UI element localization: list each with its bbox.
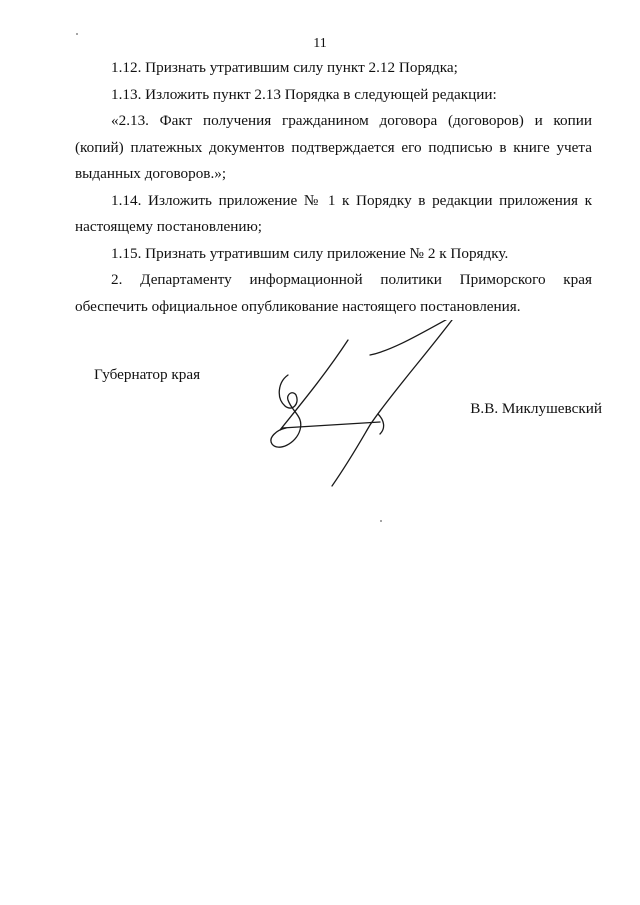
signer-name: В.В. Миклушевский <box>470 400 602 417</box>
paragraph-1-12: 1.12. Признать утратившим силу пункт 2.12 Порядка; <box>111 59 458 76</box>
scan-speck <box>380 520 382 522</box>
page-number: 11 <box>313 36 327 51</box>
signer-title: Губернатор края <box>94 366 201 383</box>
paragraph-1-15: 1.15. Признать утратившим силу приложение № 2 к Порядку. <box>111 244 509 262</box>
paragraph-quote-2-13: «2.13. Факт получения гражданином договора (договоров) и копии (копий) платежных документов подтверждается его подписью в книге учета выданных договоров.»; <box>75 112 592 182</box>
scan-speck <box>76 33 78 35</box>
document-body <box>75 55 592 320</box>
paragraph-1-14: 1.14. Изложить приложение № 1 к Порядку в редакции приложения к настоящему постановлению; <box>75 191 592 235</box>
handwritten-signature <box>260 320 480 490</box>
signature-block <box>0 360 640 500</box>
paragraph-2: 2. Департаменту информационной политики Приморского края обеспечить официальное опубликование настоящего постановления. <box>75 271 592 315</box>
paragraph-1-13: 1.13. Изложить пункт 2.13 Порядка в следующей редакции: <box>111 85 497 103</box>
